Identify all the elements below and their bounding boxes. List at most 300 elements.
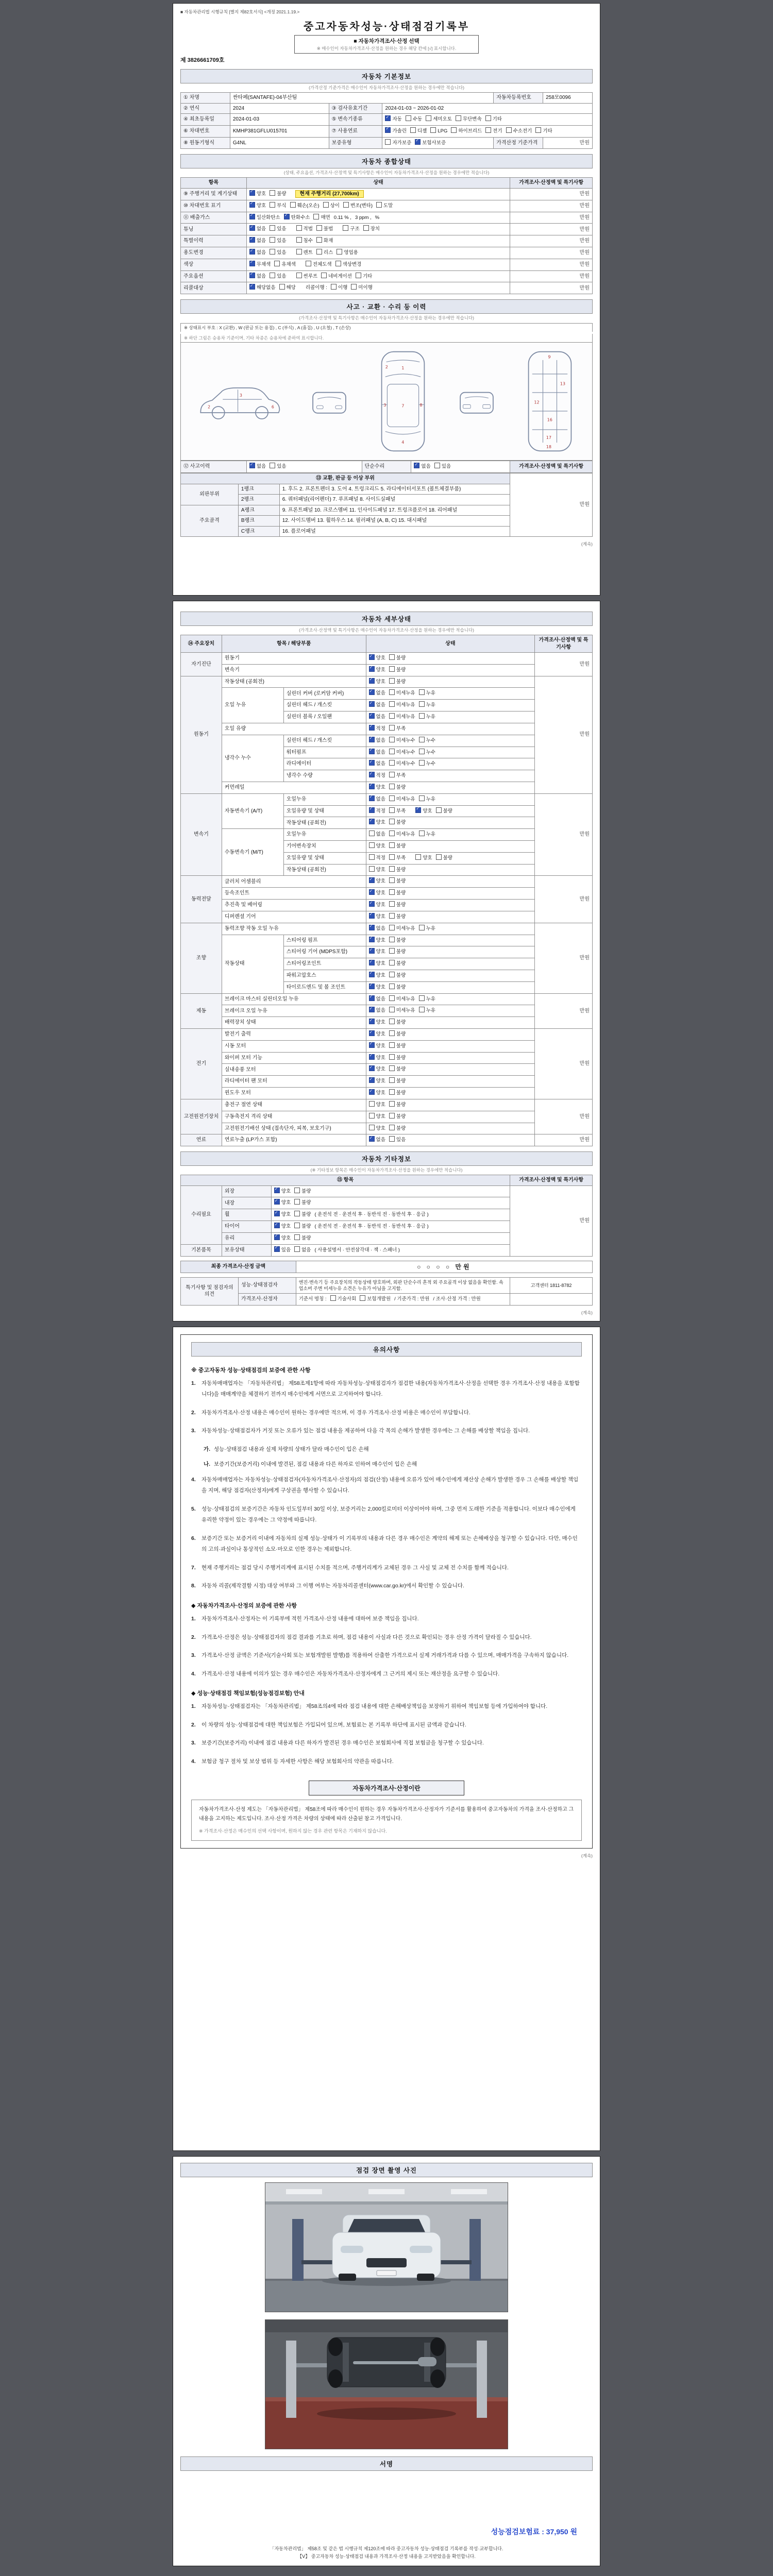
checkbox-option[interactable] (389, 678, 406, 686)
checkbox-option[interactable] (369, 889, 385, 897)
checkbox-option[interactable] (389, 995, 415, 1003)
checkbox-icon[interactable] (316, 249, 322, 255)
checkbox-option[interactable] (274, 1234, 291, 1242)
checkbox-option[interactable] (389, 1007, 415, 1014)
checkbox-option[interactable] (369, 842, 385, 850)
checkbox-option[interactable] (330, 1295, 357, 1303)
checkbox-icon[interactable] (274, 261, 280, 266)
checkbox-option[interactable] (331, 284, 347, 292)
checkbox-option[interactable] (419, 795, 435, 803)
checkbox-checked-icon[interactable] (249, 463, 255, 468)
checkbox-option[interactable] (290, 202, 320, 210)
checkbox-checked-icon[interactable] (369, 784, 375, 789)
checkbox-option[interactable] (389, 1019, 406, 1026)
checkbox-option[interactable] (389, 937, 406, 944)
checkbox-option[interactable] (369, 737, 385, 744)
checkbox-checked-icon[interactable] (369, 995, 375, 1001)
checkbox-icon[interactable] (296, 273, 302, 278)
checkbox-icon[interactable] (294, 1223, 300, 1228)
checkbox-option[interactable] (369, 1065, 385, 1073)
checkbox-icon[interactable] (535, 127, 541, 133)
checkbox-option[interactable] (369, 749, 385, 756)
checkbox-option[interactable] (369, 1030, 385, 1038)
checkbox-icon[interactable] (351, 284, 357, 290)
checkbox-option[interactable] (369, 948, 385, 956)
checkbox-icon[interactable] (485, 115, 491, 121)
checkbox-icon[interactable] (296, 225, 302, 231)
checkbox-icon[interactable] (316, 237, 322, 243)
checkbox-option[interactable] (389, 866, 406, 874)
checkbox-icon[interactable] (389, 866, 395, 872)
checkbox-option[interactable] (415, 807, 432, 815)
checkbox-option[interactable] (410, 127, 427, 135)
checkbox-option[interactable] (369, 666, 385, 674)
checkbox-checked-icon[interactable] (369, 948, 375, 954)
checkbox-option[interactable] (369, 713, 385, 721)
checkbox-option[interactable] (389, 1077, 406, 1085)
checkbox-option[interactable] (389, 689, 415, 697)
checkbox-icon[interactable] (419, 749, 425, 754)
checkbox-option[interactable] (369, 960, 385, 968)
checkbox-option[interactable] (389, 713, 415, 721)
checkbox-option[interactable] (419, 995, 435, 1003)
checkbox-option[interactable] (369, 772, 385, 779)
checkbox-icon[interactable] (419, 701, 425, 707)
checkbox-checked-icon[interactable] (369, 1089, 375, 1095)
checkbox-option[interactable] (369, 877, 385, 885)
checkbox-option[interactable] (389, 972, 406, 979)
checkbox-option[interactable] (369, 819, 385, 826)
checkbox-icon[interactable] (270, 463, 275, 468)
checkbox-option[interactable] (389, 749, 415, 756)
checkbox-icon[interactable] (270, 237, 275, 243)
checkbox-icon[interactable] (389, 819, 395, 824)
checkbox-option[interactable] (426, 115, 452, 123)
checkbox-option[interactable] (249, 284, 276, 292)
checkbox-icon[interactable] (389, 937, 395, 942)
checkbox-icon[interactable] (335, 261, 341, 266)
checkbox-checked-icon[interactable] (369, 713, 375, 719)
checkbox-icon[interactable] (389, 995, 395, 1001)
checkbox-icon[interactable] (290, 202, 296, 208)
checkbox-checked-icon[interactable] (415, 807, 421, 813)
checkbox-icon[interactable] (456, 115, 461, 121)
checkbox-option[interactable] (436, 807, 452, 815)
checkbox-option[interactable] (436, 854, 452, 862)
checkbox-option[interactable] (296, 249, 313, 257)
checkbox-checked-icon[interactable] (369, 725, 375, 731)
checkbox-checked-icon[interactable] (369, 984, 375, 989)
checkbox-option[interactable] (270, 249, 286, 257)
checkbox-icon[interactable] (356, 273, 361, 278)
checkbox-icon[interactable] (434, 463, 440, 468)
checkbox-icon[interactable] (321, 273, 327, 278)
checkbox-option[interactable] (419, 749, 435, 756)
checkbox-icon[interactable] (419, 760, 425, 766)
checkbox-icon[interactable] (316, 225, 322, 231)
checkbox-icon[interactable] (430, 127, 436, 133)
checkbox-icon[interactable] (369, 866, 375, 872)
checkbox-icon[interactable] (451, 127, 457, 133)
checkbox-checked-icon[interactable] (369, 654, 375, 660)
checkbox-icon[interactable] (323, 202, 329, 208)
checkbox-icon[interactable] (485, 127, 491, 133)
checkbox-option[interactable] (369, 725, 385, 733)
checkbox-option[interactable] (389, 772, 406, 779)
checkbox-option[interactable] (419, 831, 435, 838)
checkbox-option[interactable] (316, 249, 333, 257)
checkbox-checked-icon[interactable] (249, 273, 255, 278)
checkbox-option[interactable] (389, 877, 406, 885)
checkbox-option[interactable] (249, 463, 266, 470)
checkbox-icon[interactable] (389, 984, 395, 989)
checkbox-icon[interactable] (389, 925, 395, 930)
checkbox-option[interactable] (296, 237, 313, 245)
checkbox-icon[interactable] (294, 1211, 300, 1216)
checkbox-option[interactable] (274, 261, 296, 268)
checkbox-checked-icon[interactable] (369, 901, 375, 907)
checkbox-icon[interactable] (389, 772, 395, 777)
checkbox-checked-icon[interactable] (274, 1246, 280, 1252)
checkbox-icon[interactable] (389, 795, 395, 801)
checkbox-icon[interactable] (419, 795, 425, 801)
checkbox-icon[interactable] (389, 831, 395, 836)
checkbox-icon[interactable] (343, 202, 349, 208)
checkbox-icon[interactable] (369, 1125, 375, 1130)
checkbox-option[interactable] (249, 249, 266, 257)
checkbox-checked-icon[interactable] (369, 889, 375, 895)
checkbox-icon[interactable] (389, 1077, 395, 1083)
checkbox-icon[interactable] (385, 139, 391, 145)
checkbox-option[interactable] (419, 713, 435, 721)
checkbox-icon[interactable] (294, 1199, 300, 1205)
checkbox-option[interactable] (389, 807, 406, 815)
checkbox-icon[interactable] (410, 127, 416, 133)
checkbox-option[interactable] (369, 995, 385, 1003)
checkbox-option[interactable] (294, 1246, 311, 1254)
checkbox-option[interactable] (270, 463, 286, 470)
checkbox-option[interactable] (351, 284, 373, 292)
checkbox-checked-icon[interactable] (249, 249, 255, 255)
checkbox-option[interactable] (389, 1054, 406, 1062)
checkbox-option[interactable] (279, 284, 296, 292)
checkbox-checked-icon[interactable] (414, 463, 419, 468)
checkbox-checked-icon[interactable] (369, 795, 375, 801)
checkbox-option[interactable] (414, 463, 430, 470)
checkbox-option[interactable] (369, 701, 385, 709)
checkbox-option[interactable] (270, 273, 286, 280)
checkbox-icon[interactable] (389, 760, 395, 766)
checkbox-option[interactable] (369, 913, 385, 921)
checkbox-icon[interactable] (389, 1136, 395, 1142)
checkbox-option[interactable] (270, 202, 286, 210)
checkbox-option[interactable] (316, 237, 333, 245)
checkbox-checked-icon[interactable] (249, 202, 255, 208)
checkbox-checked-icon[interactable] (369, 749, 375, 754)
checkbox-option[interactable] (274, 1211, 291, 1218)
checkbox-icon[interactable] (294, 1246, 300, 1252)
checkbox-icon[interactable] (343, 225, 348, 231)
checkbox-checked-icon[interactable] (369, 1042, 375, 1048)
checkbox-icon[interactable] (419, 689, 425, 695)
checkbox-checked-icon[interactable] (369, 678, 375, 684)
checkbox-option[interactable] (389, 1136, 406, 1144)
checkbox-icon[interactable] (270, 190, 275, 196)
checkbox-icon[interactable] (419, 925, 425, 930)
checkbox-icon[interactable] (389, 1019, 395, 1024)
checkbox-option[interactable] (369, 1077, 385, 1085)
checkbox-icon[interactable] (330, 1295, 336, 1301)
checkbox-checked-icon[interactable] (369, 1030, 375, 1036)
checkbox-checked-icon[interactable] (385, 115, 391, 121)
checkbox-option[interactable] (369, 901, 385, 909)
checkbox-option[interactable] (270, 225, 286, 233)
checkbox-icon[interactable] (369, 1101, 375, 1107)
checkbox-option[interactable] (389, 1065, 406, 1073)
checkbox-option[interactable] (485, 127, 502, 135)
checkbox-option[interactable] (369, 1019, 385, 1026)
checkbox-checked-icon[interactable] (274, 1188, 280, 1193)
checkbox-option[interactable] (389, 925, 415, 933)
checkbox-checked-icon[interactable] (369, 925, 375, 930)
checkbox-option[interactable] (360, 1295, 391, 1303)
checkbox-icon[interactable] (389, 948, 395, 954)
checkbox-option[interactable] (419, 760, 435, 768)
checkbox-option[interactable] (294, 1234, 311, 1242)
checkbox-option[interactable] (415, 854, 432, 862)
checkbox-option[interactable] (369, 1125, 385, 1132)
checkbox-option[interactable] (343, 225, 359, 233)
checkbox-icon[interactable] (389, 1065, 395, 1071)
checkbox-option[interactable] (369, 1007, 385, 1014)
checkbox-icon[interactable] (376, 202, 382, 208)
checkbox-icon[interactable] (419, 713, 425, 719)
checkbox-option[interactable] (369, 654, 385, 662)
checkbox-checked-icon[interactable] (274, 1211, 280, 1216)
checkbox-option[interactable] (389, 819, 406, 826)
checkbox-option[interactable] (249, 225, 266, 233)
checkbox-icon[interactable] (419, 995, 425, 1001)
checkbox-icon[interactable] (306, 261, 311, 266)
checkbox-option[interactable] (294, 1223, 311, 1230)
checkbox-checked-icon[interactable] (369, 913, 375, 919)
checkbox-option[interactable] (294, 1211, 311, 1218)
checkbox-option[interactable] (389, 1101, 406, 1109)
checkbox-icon[interactable] (389, 889, 395, 895)
checkbox-icon[interactable] (389, 784, 395, 789)
checkbox-option[interactable] (430, 127, 447, 135)
checkbox-option[interactable] (335, 261, 362, 268)
checkbox-checked-icon[interactable] (369, 1019, 375, 1024)
checkbox-icon[interactable] (363, 225, 369, 231)
checkbox-icon[interactable] (389, 749, 395, 754)
checkbox-option[interactable] (406, 115, 422, 123)
checkbox-icon[interactable] (270, 273, 275, 278)
checkbox-option[interactable] (376, 202, 393, 210)
checkbox-option[interactable] (296, 225, 313, 233)
checkbox-checked-icon[interactable] (385, 127, 391, 133)
checkbox-checked-icon[interactable] (369, 960, 375, 965)
checkbox-option[interactable] (321, 273, 352, 280)
checkbox-icon[interactable] (389, 1042, 395, 1048)
checkbox-icon[interactable] (270, 202, 275, 208)
checkbox-checked-icon[interactable] (249, 214, 255, 219)
checkbox-icon[interactable] (360, 1295, 365, 1301)
checkbox-option[interactable] (389, 854, 406, 862)
checkbox-checked-icon[interactable] (249, 237, 255, 243)
checkbox-icon[interactable] (389, 913, 395, 919)
checkbox-option[interactable] (389, 654, 406, 662)
checkbox-option[interactable] (389, 1030, 406, 1038)
checkbox-option[interactable] (363, 225, 380, 233)
checkbox-checked-icon[interactable] (249, 225, 255, 231)
checkbox-option[interactable] (419, 737, 435, 744)
checkbox-option[interactable] (389, 1089, 406, 1097)
checkbox-checked-icon[interactable] (369, 1007, 375, 1012)
checkbox-icon[interactable] (419, 737, 425, 742)
checkbox-option[interactable] (249, 202, 266, 210)
checkbox-checked-icon[interactable] (249, 190, 255, 196)
checkbox-option[interactable] (369, 831, 385, 838)
checkbox-icon[interactable] (389, 972, 395, 977)
checkbox-checked-icon[interactable] (284, 214, 290, 219)
checkbox-icon[interactable] (294, 1188, 300, 1193)
checkbox-option[interactable] (389, 760, 415, 768)
checkbox-icon[interactable] (296, 237, 302, 243)
checkbox-checked-icon[interactable] (369, 1065, 375, 1071)
checkbox-option[interactable] (419, 925, 435, 933)
checkbox-option[interactable] (419, 689, 435, 697)
checkbox-option[interactable] (389, 1113, 406, 1121)
checkbox-icon[interactable] (419, 1007, 425, 1012)
checkbox-icon[interactable] (389, 654, 395, 660)
checkbox-icon[interactable] (419, 831, 425, 836)
checkbox-icon[interactable] (389, 701, 395, 707)
checkbox-option[interactable] (294, 1188, 311, 1195)
checkbox-option[interactable] (389, 913, 406, 921)
checkbox-icon[interactable] (369, 831, 375, 836)
checkbox-option[interactable] (389, 984, 406, 991)
checkbox-checked-icon[interactable] (249, 261, 255, 266)
checkbox-checked-icon[interactable] (369, 807, 375, 813)
checkbox-checked-icon[interactable] (369, 666, 375, 672)
checkbox-icon[interactable] (389, 1125, 395, 1130)
checkbox-checked-icon[interactable] (369, 972, 375, 977)
checkbox-icon[interactable] (389, 960, 395, 965)
checkbox-checked-icon[interactable] (369, 937, 375, 942)
checkbox-option[interactable] (419, 1007, 435, 1014)
checkbox-option[interactable] (274, 1223, 291, 1230)
checkbox-option[interactable] (249, 273, 266, 280)
checkbox-option[interactable] (389, 1042, 406, 1050)
checkbox-icon[interactable] (369, 854, 375, 860)
checkbox-option[interactable] (249, 261, 271, 268)
checkbox-option[interactable] (369, 1136, 385, 1144)
checkbox-checked-icon[interactable] (369, 877, 375, 883)
checkbox-option[interactable] (343, 202, 373, 210)
checkbox-option[interactable] (389, 725, 406, 733)
checkbox-icon[interactable] (337, 249, 342, 255)
checkbox-option[interactable] (385, 127, 407, 135)
checkbox-option[interactable] (369, 972, 385, 979)
checkbox-option[interactable] (323, 202, 340, 210)
checkbox-checked-icon[interactable] (249, 284, 255, 290)
checkbox-icon[interactable] (389, 737, 395, 742)
checkbox-icon[interactable] (389, 1113, 395, 1118)
checkbox-option[interactable] (456, 115, 482, 123)
checkbox-option[interactable] (485, 115, 502, 123)
checkbox-option[interactable] (434, 463, 451, 470)
checkbox-option[interactable] (369, 795, 385, 803)
checkbox-option[interactable] (369, 984, 385, 991)
checkbox-icon[interactable] (389, 666, 395, 672)
checkbox-option[interactable] (389, 701, 415, 709)
checkbox-option[interactable] (249, 190, 266, 198)
checkbox-option[interactable] (249, 237, 266, 245)
checkbox-icon[interactable] (389, 842, 395, 848)
checkbox-icon[interactable] (389, 854, 395, 860)
checkbox-option[interactable] (249, 214, 280, 222)
checkbox-option[interactable] (415, 139, 446, 147)
checkbox-option[interactable] (369, 760, 385, 768)
checkbox-option[interactable] (419, 701, 435, 709)
checkbox-checked-icon[interactable] (369, 760, 375, 766)
checkbox-option[interactable] (274, 1188, 291, 1195)
checkbox-option[interactable] (506, 127, 532, 135)
checkbox-option[interactable] (389, 1125, 406, 1132)
checkbox-option[interactable] (389, 666, 406, 674)
checkbox-option[interactable] (316, 225, 333, 233)
checkbox-icon[interactable] (369, 1113, 375, 1118)
checkbox-icon[interactable] (406, 115, 411, 121)
checkbox-option[interactable] (369, 937, 385, 944)
checkbox-checked-icon[interactable] (415, 139, 421, 145)
checkbox-checked-icon[interactable] (369, 1054, 375, 1060)
checkbox-option[interactable] (369, 1101, 385, 1109)
checkbox-option[interactable] (369, 784, 385, 791)
checkbox-icon[interactable] (389, 901, 395, 907)
checkbox-checked-icon[interactable] (369, 737, 375, 742)
checkbox-icon[interactable] (331, 284, 337, 290)
checkbox-icon[interactable] (389, 807, 395, 813)
checkbox-checked-icon[interactable] (369, 1136, 375, 1142)
checkbox-icon[interactable] (313, 214, 319, 219)
checkbox-option[interactable] (535, 127, 552, 135)
checkbox-option[interactable] (389, 948, 406, 956)
checkbox-checked-icon[interactable] (369, 1077, 375, 1083)
checkbox-icon[interactable] (270, 225, 275, 231)
checkbox-option[interactable] (369, 1042, 385, 1050)
checkbox-checked-icon[interactable] (369, 701, 375, 707)
checkbox-icon[interactable] (506, 127, 512, 133)
checkbox-icon[interactable] (279, 284, 285, 290)
checkbox-option[interactable] (296, 273, 318, 280)
checkbox-option[interactable] (369, 807, 385, 815)
checkbox-checked-icon[interactable] (369, 819, 375, 824)
checkbox-checked-icon[interactable] (274, 1199, 280, 1205)
checkbox-icon[interactable] (389, 725, 395, 731)
checkbox-icon[interactable] (389, 713, 395, 719)
checkbox-option[interactable] (389, 784, 406, 791)
checkbox-option[interactable] (389, 737, 415, 744)
checkbox-option[interactable] (369, 854, 385, 862)
checkbox-icon[interactable] (389, 1007, 395, 1012)
checkbox-icon[interactable] (389, 1089, 395, 1095)
checkbox-option[interactable] (369, 1054, 385, 1062)
checkbox-option[interactable] (294, 1199, 311, 1207)
checkbox-icon[interactable] (270, 249, 275, 255)
checkbox-icon[interactable] (389, 689, 395, 695)
